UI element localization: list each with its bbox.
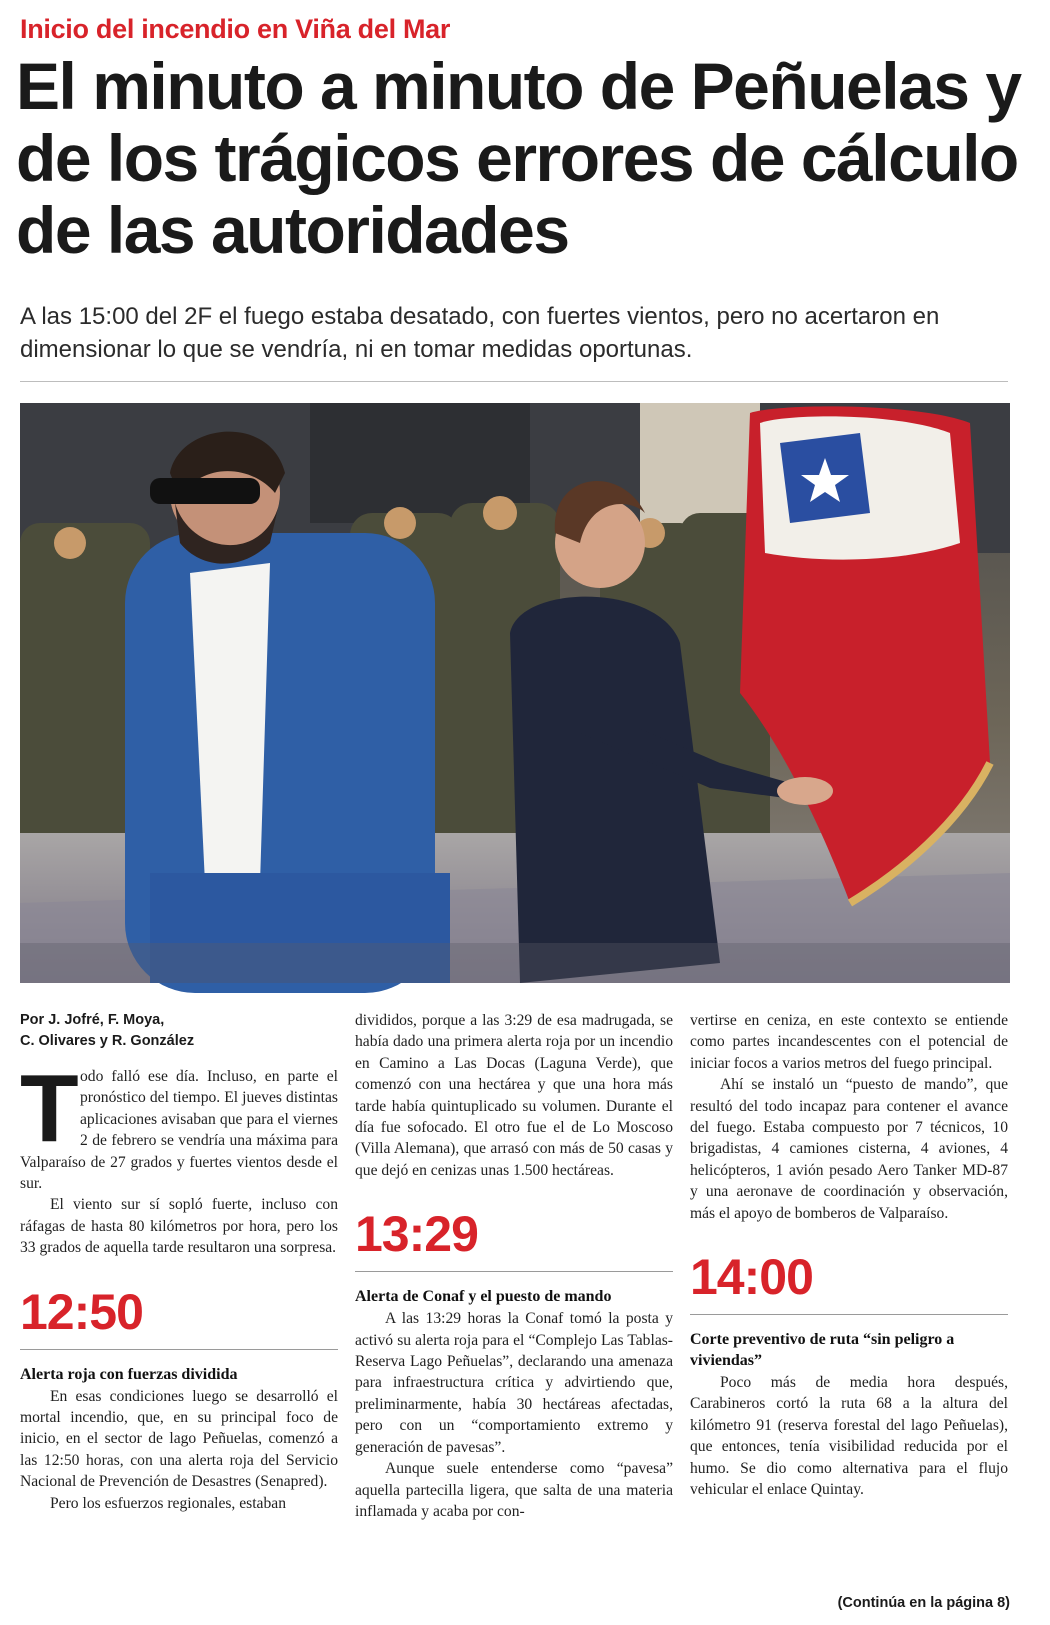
paragraph: Aunque suele entenderse como “pavesa” aquella partecilla ligera, que salta de una materia inflamada y acaba por con- [355, 1460, 673, 1520]
time-heading-1329: 13:29 [355, 1206, 478, 1263]
continued-on-page: (Continúa en la página 8) [837, 1595, 1010, 1611]
paragraph: Ahí se instaló un “puesto de mando”, que resultó del todo incapaz para contener el avance del fuego. Estaba compuesto por 7 técnicos, 10 brigadistas, 4 camiones cisterna, 4 aviones, 4 helicópteros, 1 avión pesado Aero Tanker MD-87 y una aeronave de coordinación y observación, más el apoyo de bomberos de Valparaíso. [690, 1076, 1008, 1222]
divider [355, 1271, 673, 1272]
byline-line-1: Por J. Jofré, F. Moya, [20, 1012, 165, 1028]
column-2 [355, 1010, 673, 1522]
divider [690, 1314, 1008, 1315]
paragraph: divididos, porque a las 3:29 de esa madrugada, se había dado una primera alerta roja por un incendio en Camino a Las Docas (Laguna Verde), que comenzó con una hectárea y que una hora más tarde había quintuplicado su volumen. Durante el día fue sofocado. El otro fue el de Lo Moscoso (Villa Alemana), que arrasó con más de 50 casas y que dejó en cenizas unas 1.500 hectáreas. [355, 1012, 673, 1179]
byline-line-2: C. Olivares y R. González [20, 1033, 195, 1049]
dropcap: T [20, 1055, 79, 1162]
deck: A las 15:00 del 2F el fuego estaba desatado, con fuertes vientos, pero no acertaron en dimensionar lo que se vendría, ni en tomar medidas oportunas. [20, 303, 940, 363]
column-3 [690, 1010, 1008, 1501]
time-heading-1250: 12:50 [20, 1283, 143, 1340]
paragraph: En esas condiciones luego se desarrolló el mortal incendio, que, en su principal foco de inicio, en el sector de lago Peñuelas, comenzó a las 12:50 horas, con una alerta roja del Servicio Nacional de Prevención de Desastres (Senapred). [20, 1387, 338, 1491]
paragraph: vertirse en ceniza, en este contexto se entiende como partes incandescentes con el potencial de iniciar focos a varios metros del fuego principal. [690, 1012, 1008, 1072]
kicker: Inicio del incendio en Viña del Mar [20, 14, 451, 44]
divider [20, 381, 1008, 382]
lead-photo [20, 403, 1010, 983]
intro-paragraph [20, 1055, 338, 1194]
intro-text: odo falló ese día. Incluso, en parte el pronóstico del tiempo. El jueves distintas aplicaciones avisaban que para el viernes 2 de febrero se vendría una máxima para Valparaíso de 27 grados y fuertes vientos desde el sur. [20, 1068, 338, 1193]
byline [20, 1010, 338, 1052]
column-1 [20, 1010, 338, 1514]
paragraph: Pero los esfuerzos regionales, estaban [50, 1494, 286, 1512]
subhead: Alerta de Conaf y el puesto de mando [355, 1288, 612, 1306]
lead-photo-illustration [20, 403, 1010, 983]
subhead: Alerta roja con fuerzas dividida [20, 1365, 238, 1383]
divider [20, 1349, 338, 1350]
subhead: Corte preventivo de ruta “sin peligro a viviendas” [690, 1331, 955, 1370]
headline: El minuto a minuto de Peñuelas y de los trágicos errores de cálculo de las autoridades [16, 49, 1021, 267]
paragraph: El viento sur sí sopló fuerte, incluso con ráfagas de hasta 80 kilómetros por hora, pero los 33 grados de aquella tarde resultaron una sorpresa. [20, 1196, 338, 1257]
paragraph: Poco más de media hora después, Carabineros cortó la ruta 68 a la altura del kilómetro 91 (reserva forestal del lago Peñuelas), que entonces, tenía visibilidad reducida por el humo. Se dio como alternativa para el flujo vehicular el enlace Quintay. [690, 1374, 1008, 1499]
paragraph: A las 13:29 horas la Conaf tomó la posta y activó su alerta roja para el “Complejo Las Tablas-Reserva Lago Peñuelas”, declarando una amenaza para infraestructura crítica y advirtiendo que, preliminarmente, había 30 hectáreas afectadas, pero con un “comportamiento extremo y generación de pavesas”. [355, 1310, 673, 1456]
time-heading-1400: 14:00 [690, 1249, 813, 1306]
